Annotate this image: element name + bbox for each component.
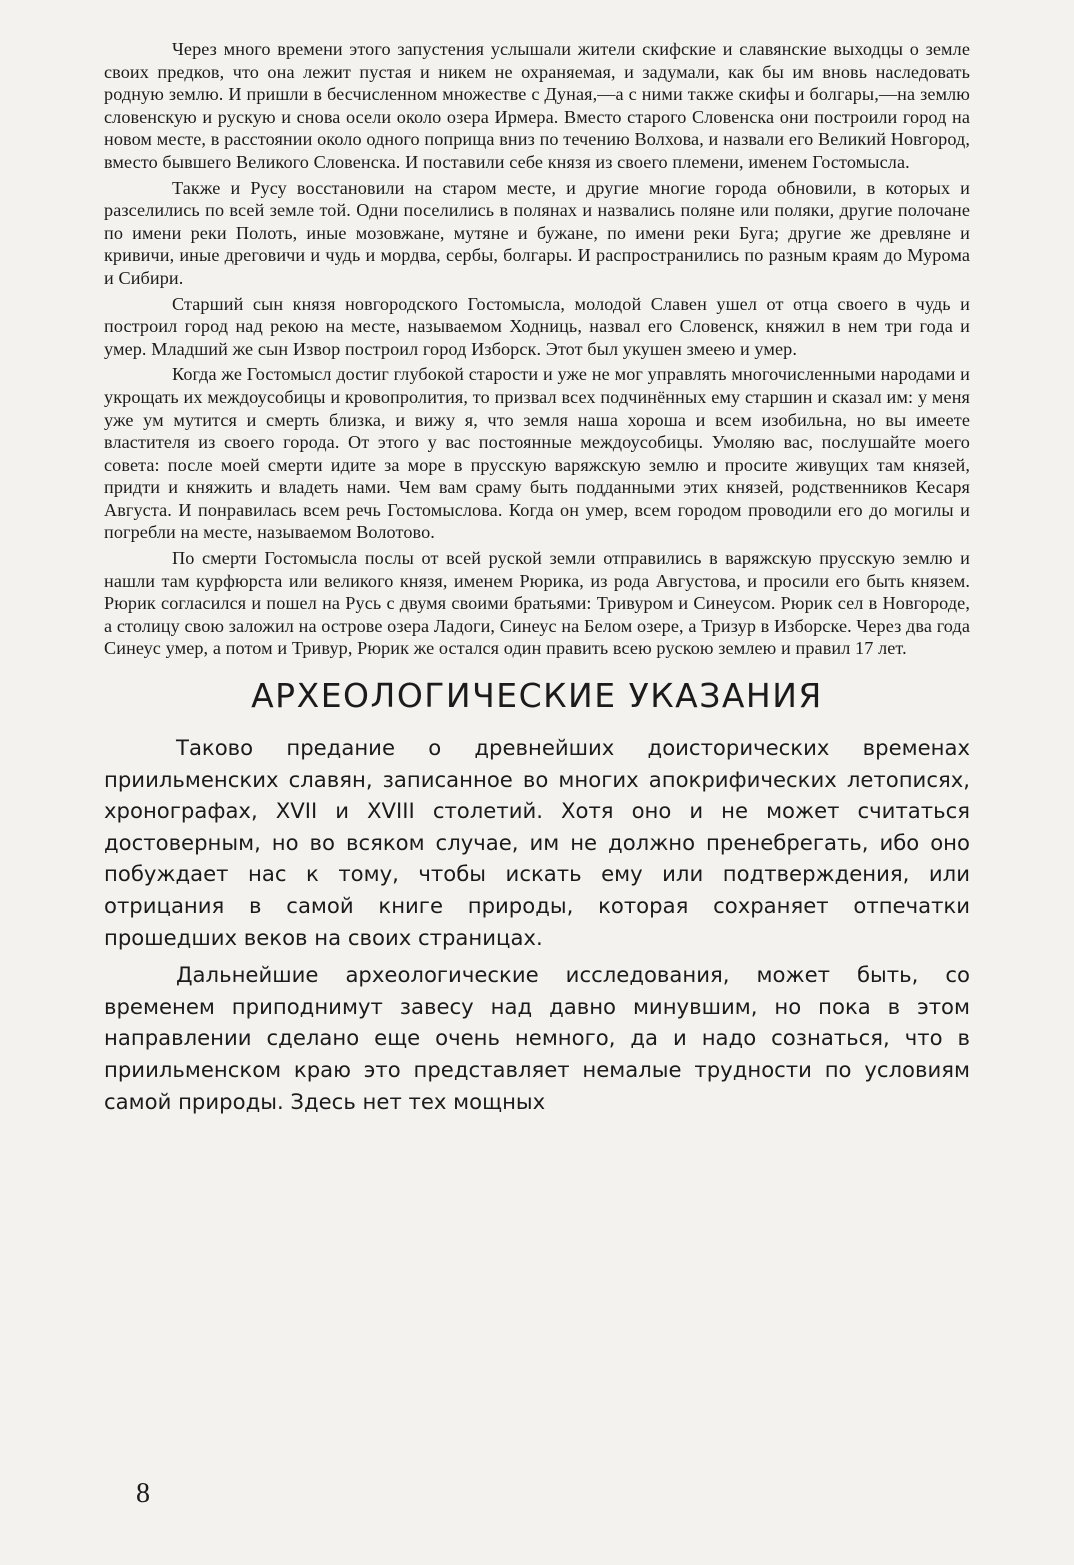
- paragraph: Когда же Гостомысл достиг глубокой старости и уже не мог управлять многочисленными народами и укрощать их междоусобицы и кровопролития, то призвал всех подчинённых ему старшин и сказал им: у меня уже ум мутится и смерть близка, и вижу я, что земля наша хороша и всем изобильна, но вы имеете властителя из своего города. От этого у вас постоянные междоусобицы. Умоляю вас, послушайте моего совета: после моей смерти идите за море в прусскую варяжскую землю и просите живущих там князей, придти и княжить и владеть нами. Чем вам сраму быть подданными этих князей, родственников Кесаря Августа. И понравилась всем речь Гостомыслова. Когда он умер, всем городом проводили его до могилы и погребли на месте, называемом Волотово.: [104, 364, 970, 543]
- paragraph: Старший сын князя новгородского Гостомысла, молодой Славен ушел от отца своего в чудь и построил город над рекою на месте, называемом Ходниць, назвал его Словенск, княжил в нем три года и умер. Младший же сын Извор построил город Изборск. Этот был укушен змеею и умер.: [104, 293, 970, 359]
- paragraph: Таково предание о древнейших доисторических временах приильменских славян, записанное во многих апокрифических летописях, хронографах, XVII и XVIII столетий. Хотя оно и не может считаться достоверным, но во всяком случае, им не должно пренебрегать, ибо оно побуждает нас к тому, чтобы искать ему или подтверждения, или отрицания в самой книге природы, которая сохраняет отпечатки прошедших веков на своих страницах.: [104, 735, 970, 950]
- legend-text-block: [104, 38, 970, 660]
- paragraph: Через много времени этого запустения услышали жители скифские и славянские выходцы о земле своих предков, что она лежит пустая и никем не охраняемая, и задумали, как бы им вновь наследовать родную землю. И пришли в бесчисленном множестве с Дуная,—а с ними также скифы и болгары,—на землю словенскую и рускую и снова осели около озера Ирмера. Вместо старого Словенска они построили город на новом месте, в расстоянии около одного поприща вниз по течению Волхова, и назвали его Великий Новгород, вместо бывшего Великого Словенска. И поставили себе князя из своего племени, именем Гостомысла.: [104, 39, 970, 172]
- paragraph: По смерти Гостомысла послы от всей руской земли отправились в варяжскую прусскую землю и нашли там курфюрста или великого князя, именем Рюрика, из рода Августова, и просили его быть князем. Рюрик согласился и пошел на Русь с двумя своими братьями: Тривуром и Синеусом. Рюрик сел в Новгороде, а столицу свою заложил на острове озера Ладоги, Синеус на Белом озере, а Тризур в Изборске. Через два года Синеус умер, а потом и Тривур, Рюрик же остался один править всею рускою землею и правил 17 лет.: [104, 548, 970, 659]
- paragraph: Дальнейшие археологические исследования, может быть, со временем приподнимут завесу над давно минувшим, но пока в этом направлении сделано еще очень немного, да и надо сознаться, что в приильменском краю это представляет немалые трудности по условиям самой природы. Здесь нет тех мощных: [104, 962, 970, 1114]
- book-page: [104, 38, 970, 1538]
- main-text-block: [104, 732, 970, 1117]
- paragraph: Также и Русу восстановили на старом месте, и другие многие города обновили, в которых и разселились по всей земле той. Одни поселились в полянах и назвались поляне или поляки, другие полочане по имени реки Полоть, иные мозовжане, мутяне и бужане, по имени реки Буга; другие же древляне и кривичи, иные дреговичи и чудь и мордва, сербы, болгары. И распространились по разным краям до Мурома и Сибири.: [104, 177, 970, 288]
- section-heading: АРХЕОЛОГИЧЕСКИЕ УКАЗАНИЯ: [251, 676, 823, 716]
- page-number: 8: [136, 1478, 150, 1509]
